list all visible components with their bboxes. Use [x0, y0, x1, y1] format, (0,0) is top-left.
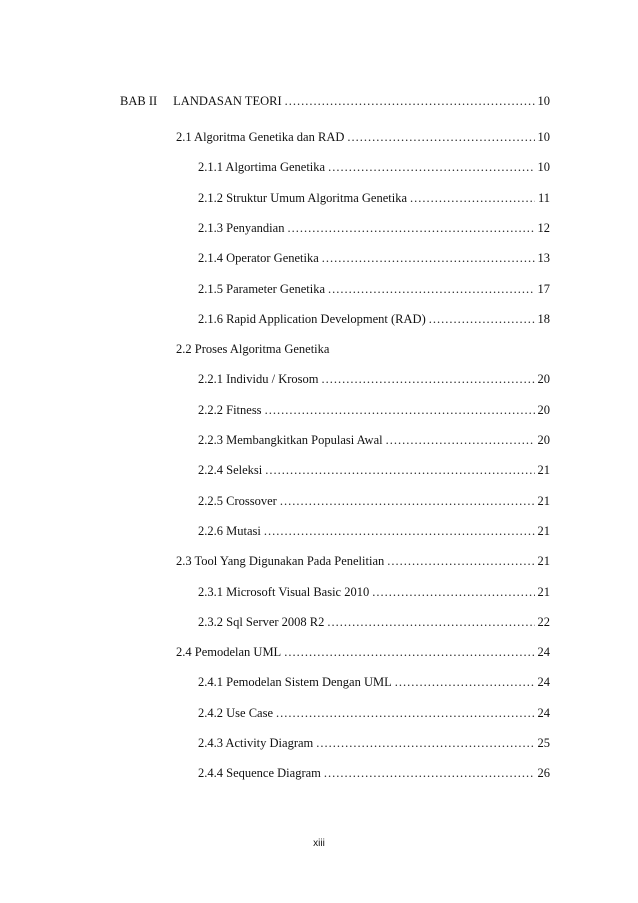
toc-entry-page-number: 11: [537, 191, 550, 205]
dot-leader: [372, 583, 534, 601]
toc-subsection-line: [198, 370, 550, 388]
chapter-label: BAB II: [120, 94, 158, 108]
toc-section-line: [176, 552, 550, 570]
dot-leader: [287, 219, 534, 237]
toc-entry-title: 2.2 Proses Algoritma Genetika: [176, 342, 330, 356]
dot-leader: [328, 280, 534, 298]
toc-subsection-line: [198, 673, 550, 691]
toc-subsection-line: [198, 764, 550, 782]
toc-entry-page-number: 20: [537, 433, 550, 447]
toc-entry-title: 2.3.1 Microsoft Visual Basic 2010: [198, 585, 370, 599]
toc-chapter-line: [120, 92, 550, 110]
toc-subsection-line: [198, 431, 550, 449]
dot-leader: [265, 461, 534, 479]
toc-subsection-line: [198, 492, 550, 510]
toc-subsection-line: [198, 310, 550, 328]
toc-entry-title: 2.3.2 Sql Server 2008 R2: [198, 615, 325, 629]
toc-subsection-line: [198, 189, 550, 207]
toc-subsection-line: [198, 613, 550, 631]
toc-subsection-line: [198, 734, 550, 752]
toc-entry-page-number: 20: [537, 403, 550, 417]
toc-entry-title: 2.1 Algoritma Genetika dan RAD: [176, 130, 345, 144]
toc-entry-title: 2.1.5 Parameter Genetika: [198, 282, 326, 296]
dot-leader: [324, 764, 535, 782]
dot-leader: [264, 522, 535, 540]
toc-entry-page-number: 18: [537, 312, 550, 326]
toc-entry-title: 2.4.1 Pemodelan Sistem Dengan UML: [198, 675, 392, 689]
toc-subsection-line: [198, 461, 550, 479]
dot-leader: [395, 673, 535, 691]
toc-entry-title: 2.2.6 Mutasi: [198, 524, 261, 538]
chapter-title: LANDASAN TEORI: [173, 94, 282, 108]
toc-entry-title: 2.2.1 Individu / Krosom: [198, 372, 319, 386]
toc-entry-page-number: 24: [537, 706, 550, 720]
toc-entry-page-number: 10: [537, 130, 550, 144]
toc-entry-page-number: 17: [537, 282, 550, 296]
toc-entry-page-number: 13: [537, 251, 550, 265]
toc-entry-page-number: 21: [537, 463, 550, 477]
toc-entry-title: 2.1.2 Struktur Umum Algoritma Genetika: [198, 191, 408, 205]
toc-subsection-line: [198, 158, 550, 176]
page-number-footer: xiii: [313, 838, 325, 849]
toc-subsection-line: [198, 401, 550, 419]
toc-section-line: [176, 128, 550, 146]
dot-leader: [276, 704, 535, 722]
dot-leader: [316, 734, 534, 752]
toc-entry-title: 2.4.2 Use Case: [198, 706, 273, 720]
toc-entry-page-number: 24: [537, 675, 550, 689]
toc-entry-title: 2.2.5 Crossover: [198, 494, 277, 508]
toc-entry-title: 2.4.3 Activity Diagram: [198, 736, 314, 750]
toc-entry-title: 2.4 Pemodelan UML: [176, 645, 282, 659]
dot-leader: [429, 310, 535, 328]
toc-entry-title: 2.4.4 Sequence Diagram: [198, 766, 321, 780]
dot-leader: [410, 189, 535, 207]
toc-entry-title: 2.1.4 Operator Genetika: [198, 251, 319, 265]
toc-entry-page-number: 21: [537, 585, 550, 599]
dot-leader: [328, 158, 534, 176]
toc-section-line: [176, 340, 550, 358]
toc-section-line: [176, 643, 550, 661]
toc-entry-page-number: 21: [537, 494, 550, 508]
toc-entry-page-number: 12: [537, 221, 550, 235]
dot-leader: [285, 92, 535, 110]
toc-entry-page-number: 22: [537, 615, 550, 629]
toc-entry-page-number: 25: [537, 736, 550, 750]
toc-entry-page-number: 24: [537, 645, 550, 659]
toc-subsection-line: [198, 583, 550, 601]
toc-entry-page-number: 26: [537, 766, 550, 780]
toc-entry-page-number: 10: [537, 160, 550, 174]
dot-leader: [387, 552, 534, 570]
dot-leader: [322, 249, 535, 267]
toc-entry-page-number: 21: [537, 554, 550, 568]
dot-leader: [327, 613, 534, 631]
dot-leader: [265, 401, 535, 419]
dot-leader: [347, 128, 534, 146]
toc-entry-title: 2.1.1 Algortima Genetika: [198, 160, 326, 174]
toc-entry-title: 2.3 Tool Yang Digunakan Pada Penelitian: [176, 554, 385, 568]
dot-leader: [321, 370, 534, 388]
toc-entry-title: 2.1.6 Rapid Application Development (RAD): [198, 312, 426, 326]
toc-subsection-line: [198, 249, 550, 267]
toc-subsection-line: [198, 219, 550, 237]
chapter-page-number: 10: [537, 94, 550, 108]
toc-entry-title: 2.2.2 Fitness: [198, 403, 262, 417]
toc-entry-page-number: 20: [537, 372, 550, 386]
toc-subsection-line: [198, 280, 550, 298]
toc-subsection-line: [198, 522, 550, 540]
toc-subsection-line: [198, 704, 550, 722]
toc-entry-title: 2.1.3 Penyandian: [198, 221, 285, 235]
dot-leader: [280, 492, 535, 510]
dot-leader: [284, 643, 534, 661]
toc-entry-title: 2.2.4 Seleksi: [198, 463, 263, 477]
toc-entry-title: 2.2.3 Membangkitkan Populasi Awal: [198, 433, 383, 447]
dot-leader: [386, 431, 535, 449]
toc-entry-page-number: 21: [537, 524, 550, 538]
